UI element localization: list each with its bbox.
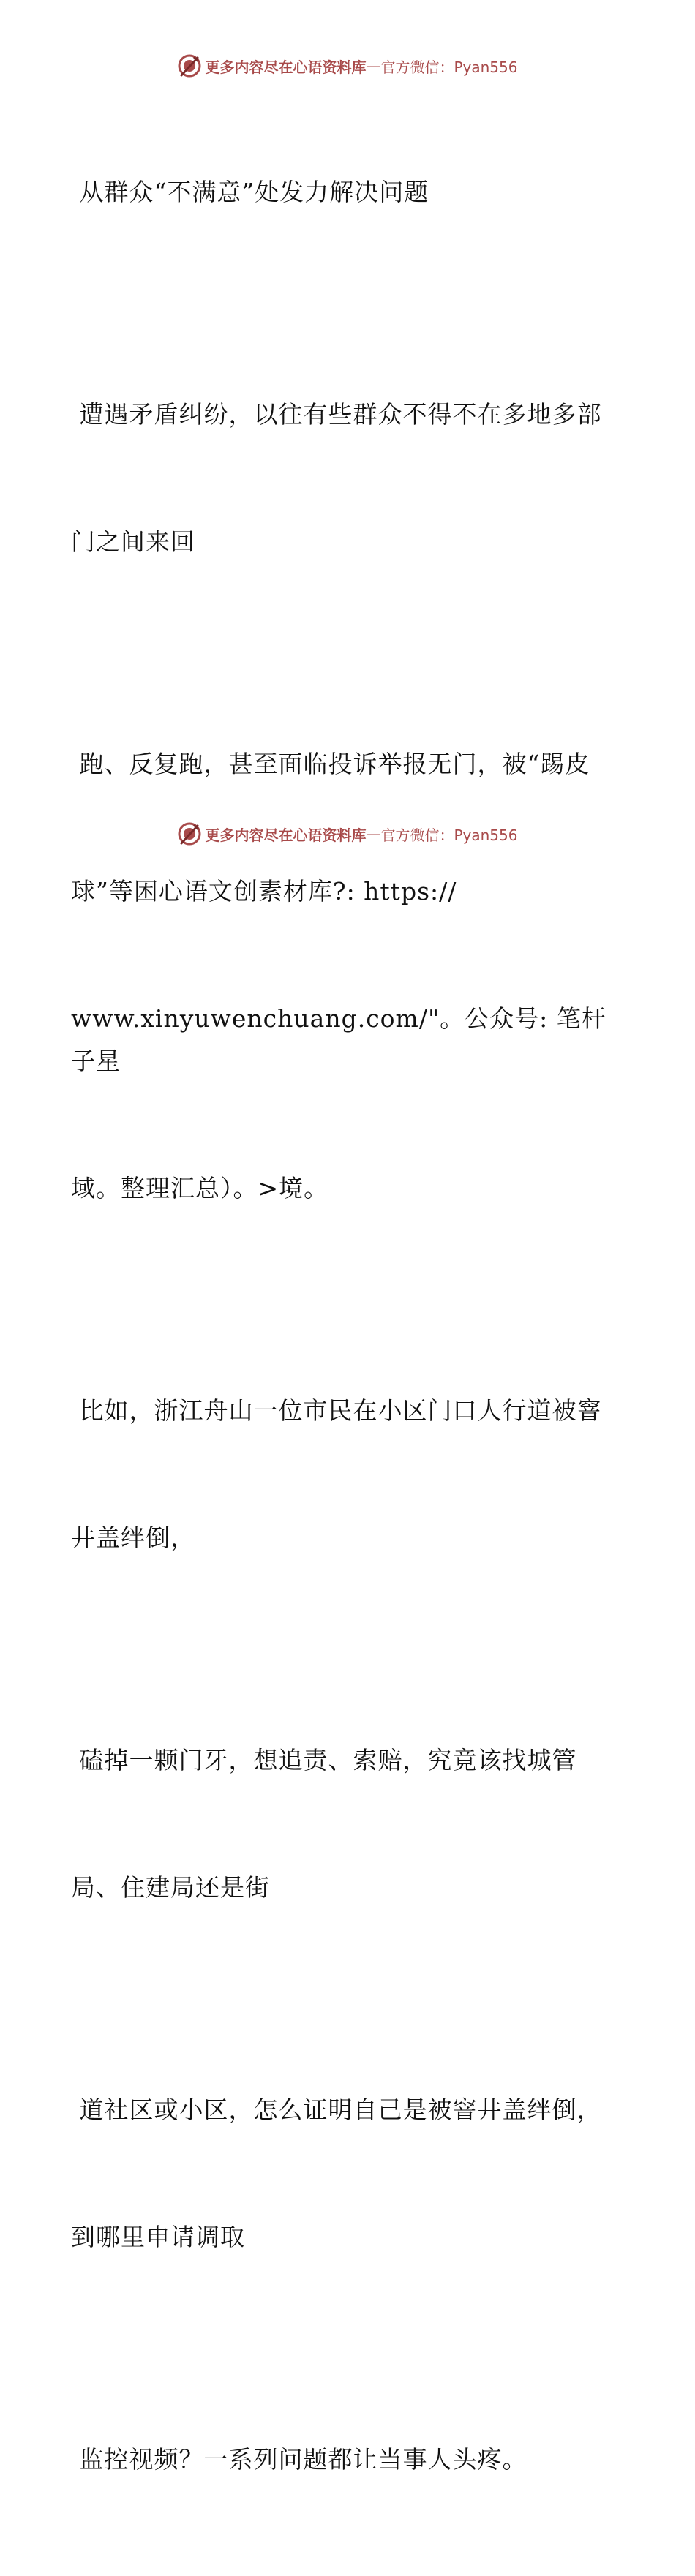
text-line: 球”等困心语文创素材库?: https:// xyxy=(71,877,457,905)
text-line: 到哪里申请调取 xyxy=(71,2223,245,2251)
text-line: 跑、反复跑，甚至面临投诉举报无门，被“踢皮 xyxy=(71,750,590,778)
paragraph xyxy=(71,2354,612,2566)
document-body xyxy=(71,86,612,2576)
paragraph xyxy=(71,2004,612,2343)
text-line: 监控视频？一系列问题都让当事人头疼。 xyxy=(71,2445,527,2474)
text-line: 道社区或小区，怎么证明自己是被窨井盖绊倒， xyxy=(71,2095,602,2124)
paragraph xyxy=(71,1654,612,1994)
banner-text: 更多内容尽在心语资料库 xyxy=(205,58,367,76)
text-line: www.xinyuwenchuang.com/"。公众号: 笔杆子星 xyxy=(71,1004,606,1075)
banner-wechat: 官方微信：Pyan556 xyxy=(380,826,518,844)
text-line: 门之间来回 xyxy=(71,527,195,556)
banner-wechat: 官方微信：Pyan556 xyxy=(380,58,518,76)
paragraph-title xyxy=(71,86,612,298)
banner-text: 更多内容尽在心语资料库 xyxy=(205,826,367,844)
pen-logo-icon xyxy=(177,53,202,78)
header-banner xyxy=(0,51,695,80)
text-line: 比如，浙江舟山一位市民在小区门口人行道被窨 xyxy=(71,1396,602,1425)
text-line: 遭遇矛盾纠纷，以往有些群众不得不在多地多部 xyxy=(71,400,602,429)
text-line: 局、住建局还是街 xyxy=(71,1873,270,1902)
pen-logo-icon xyxy=(177,821,202,846)
text-line: 域。整理汇总）。>境。 xyxy=(71,1174,329,1202)
paragraph xyxy=(71,1305,612,1644)
text-line: 磕掉一颗门牙，想追责、索赔，究竟该找城管 xyxy=(71,1746,577,1774)
banner-separator: — xyxy=(366,57,381,75)
paragraph xyxy=(71,309,612,648)
text-line: 井盖绊倒， xyxy=(71,1524,195,1552)
text-line: 从群众“不满意”处发力解决问题 xyxy=(71,178,429,206)
footer-banner xyxy=(0,819,695,848)
paragraph xyxy=(71,658,612,1295)
banner-separator: — xyxy=(366,825,381,843)
